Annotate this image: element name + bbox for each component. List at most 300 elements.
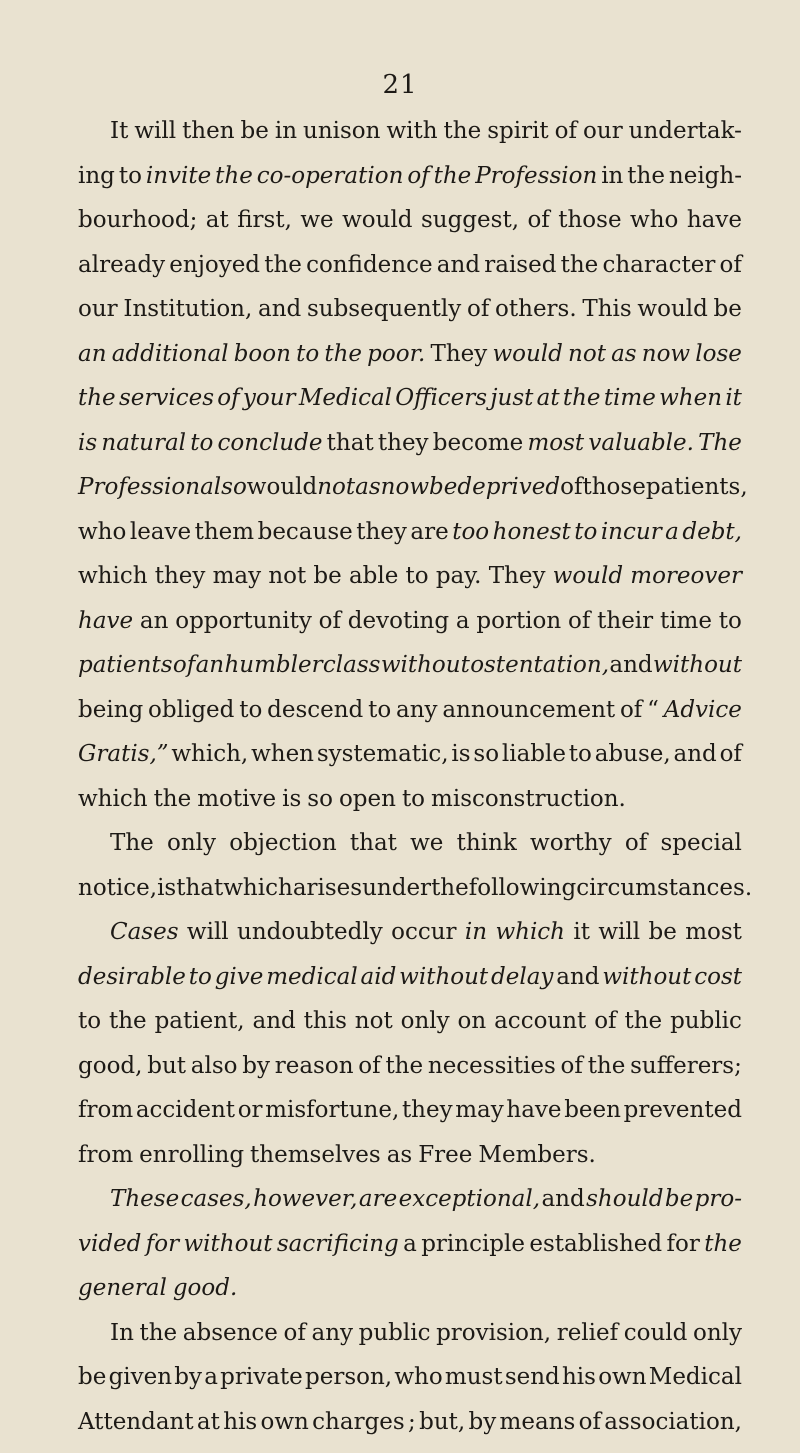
word: would <box>637 296 707 322</box>
word: be <box>78 1364 106 1390</box>
italic-word: for <box>146 1231 179 1257</box>
word: absence <box>183 1320 278 1346</box>
italic-word: pro- <box>695 1186 742 1212</box>
word: be <box>649 919 677 945</box>
text-line <box>78 385 742 430</box>
italic-word: a <box>665 519 679 545</box>
word: with <box>386 118 437 144</box>
word: also <box>191 1053 238 1079</box>
italic-word: natural <box>101 430 186 456</box>
italic-word: be <box>665 1186 693 1212</box>
italic-word: of <box>407 163 429 189</box>
italic-word: These <box>110 1186 179 1212</box>
italic-word: without <box>602 964 691 990</box>
word: special <box>660 830 741 856</box>
word: them <box>195 519 254 545</box>
word: the <box>444 118 482 144</box>
italic-word: humbler <box>224 652 322 678</box>
italic-word: should <box>586 1186 663 1212</box>
italic-word: incur <box>601 519 662 545</box>
word: an <box>140 608 169 634</box>
word: reason <box>275 1053 354 1079</box>
word: are <box>410 519 448 545</box>
italic-word: as <box>611 341 637 367</box>
word: from <box>78 1142 133 1168</box>
text-line <box>78 875 742 920</box>
italic-word: Profession <box>78 474 200 500</box>
word: of <box>560 474 582 500</box>
italic-word: now <box>381 474 429 500</box>
word: when <box>251 741 314 767</box>
word: already <box>78 252 165 278</box>
italic-word: conclude <box>218 430 323 456</box>
text-line <box>78 1142 742 1187</box>
word: subsequently <box>307 296 461 322</box>
word: to <box>239 697 262 723</box>
word: devoting <box>348 608 449 634</box>
word: Medical <box>649 1364 742 1390</box>
word: is <box>157 875 176 901</box>
word: a <box>204 1364 218 1390</box>
italic-word: poor. <box>367 341 425 367</box>
word: would <box>342 207 412 233</box>
italic-word: Gratis,” <box>78 741 169 767</box>
word: of <box>284 1320 306 1346</box>
word: by <box>469 1409 497 1435</box>
italic-word: the <box>434 163 472 189</box>
word: pay. <box>436 563 482 589</box>
italic-word: however, <box>253 1186 357 1212</box>
italic-word: cost <box>694 964 742 990</box>
italic-word: of <box>217 385 239 411</box>
word: then <box>182 118 234 144</box>
word: provision, <box>436 1320 551 1346</box>
word: would <box>247 474 317 500</box>
word: undertak- <box>629 118 742 144</box>
text-line <box>78 519 742 564</box>
word: means <box>500 1409 576 1435</box>
word: principle <box>421 1231 525 1257</box>
word: for <box>667 1231 700 1257</box>
word: as <box>387 1142 413 1168</box>
italic-word: without <box>184 1231 273 1257</box>
word: Members. <box>478 1142 595 1168</box>
word: that <box>350 830 397 856</box>
text-line <box>78 1275 742 1320</box>
italic-word: which <box>495 919 565 945</box>
word: patient, <box>155 1008 245 1034</box>
word: being <box>78 697 143 723</box>
word: is <box>451 741 470 767</box>
italic-word: also <box>200 474 247 500</box>
word: time <box>660 608 712 634</box>
italic-word: cases, <box>181 1186 252 1212</box>
text-line <box>78 830 742 875</box>
word: will <box>187 919 229 945</box>
text-line <box>78 1053 742 1098</box>
word: first, <box>237 207 292 233</box>
word: and <box>253 1008 296 1034</box>
word: to <box>569 741 592 767</box>
word: be <box>313 563 341 589</box>
word: the <box>588 1053 626 1079</box>
word: others. <box>495 296 577 322</box>
word: a <box>403 1231 417 1257</box>
word: They <box>489 563 546 589</box>
text-line <box>78 652 742 697</box>
word: bourhood; <box>78 207 197 233</box>
word: ing <box>78 163 115 189</box>
word: so <box>307 786 333 812</box>
word: own <box>261 1409 309 1435</box>
italic-word: in <box>465 919 487 945</box>
italic-word: boon <box>234 341 291 367</box>
text-line <box>78 1186 742 1231</box>
word: not <box>268 563 306 589</box>
word: and <box>674 741 717 767</box>
word: must <box>445 1364 503 1390</box>
italic-word: without <box>653 652 742 678</box>
word: and <box>556 964 599 990</box>
word: to <box>719 608 742 634</box>
word: It <box>110 118 128 144</box>
word: arises <box>293 875 362 901</box>
word: Institution, <box>123 296 252 322</box>
word: and <box>541 1186 584 1212</box>
word: of <box>720 252 742 278</box>
word: to <box>119 163 142 189</box>
word: their <box>597 608 653 634</box>
italic-word: it <box>725 385 742 411</box>
word: of <box>579 1409 601 1435</box>
word: they <box>378 430 429 456</box>
word: from <box>78 1097 133 1123</box>
word: and <box>258 296 301 322</box>
word: of <box>625 830 647 856</box>
word: a <box>456 608 470 634</box>
italic-word: an <box>78 341 107 367</box>
italic-word: class <box>323 652 381 678</box>
word: send <box>505 1364 560 1390</box>
word: confidence <box>306 252 433 278</box>
italic-word: without <box>399 964 488 990</box>
word: the <box>140 1320 178 1346</box>
word: worthy <box>530 830 612 856</box>
italic-word: your <box>243 385 296 411</box>
word: only <box>693 1320 742 1346</box>
word: of <box>561 1053 583 1079</box>
word: it <box>573 919 590 945</box>
italic-word: most <box>527 430 584 456</box>
word: liable <box>502 741 566 767</box>
word: but <box>147 1053 186 1079</box>
italic-word: to <box>574 519 597 545</box>
italic-word: at <box>537 385 560 411</box>
text-line <box>78 118 742 163</box>
word: of <box>568 608 590 634</box>
word: at <box>197 1409 220 1435</box>
word: raised <box>484 252 556 278</box>
word: any <box>311 1320 353 1346</box>
italic-word: sacrificing <box>277 1231 399 1257</box>
word: under <box>362 875 431 901</box>
word: by <box>174 1364 202 1390</box>
text-line <box>78 697 742 742</box>
word: will <box>598 919 640 945</box>
word: this <box>304 1008 347 1034</box>
word: who <box>78 519 126 545</box>
text-line <box>78 1097 742 1142</box>
word: and <box>437 252 480 278</box>
word: to <box>402 786 425 812</box>
italic-word: of <box>173 652 195 678</box>
word: occur <box>391 919 456 945</box>
word: they <box>402 1097 453 1123</box>
word: on <box>458 1008 487 1034</box>
word: public <box>359 1320 431 1346</box>
word: to <box>368 697 391 723</box>
word: we <box>410 830 443 856</box>
word: not <box>355 1008 393 1034</box>
text-line <box>78 741 742 786</box>
italic-word: debt, <box>682 519 742 545</box>
word: misfortune, <box>265 1097 399 1123</box>
italic-word: exceptional, <box>399 1186 540 1212</box>
word: the <box>431 875 469 901</box>
word: of <box>527 207 549 233</box>
word: become <box>433 430 523 456</box>
word: by <box>242 1053 270 1079</box>
word: given <box>109 1364 173 1390</box>
italic-word: Cases <box>110 919 179 945</box>
word: announcement <box>442 697 615 723</box>
word: have <box>687 207 742 233</box>
text-line <box>78 252 742 297</box>
word: those <box>582 474 645 500</box>
italic-word: desirable <box>78 964 186 990</box>
word: private <box>220 1364 303 1390</box>
word: charges <box>312 1409 405 1435</box>
word: his <box>223 1409 257 1435</box>
word: be <box>241 118 269 144</box>
italic-word: medical <box>266 964 357 990</box>
italic-word: an <box>196 652 225 678</box>
word: accident <box>136 1097 235 1123</box>
word: only <box>401 1008 450 1034</box>
word: neigh- <box>669 163 742 189</box>
text-line <box>78 341 742 386</box>
word: the <box>561 252 599 278</box>
word: his <box>562 1364 596 1390</box>
word: objection <box>229 830 336 856</box>
word: relief <box>557 1320 618 1346</box>
text-line <box>78 608 742 653</box>
word: portion <box>476 608 561 634</box>
word: we <box>300 207 333 233</box>
word: the <box>264 252 302 278</box>
word: of <box>620 697 642 723</box>
word: to <box>78 1008 101 1034</box>
italic-word: time <box>604 385 656 411</box>
italic-word: Advice <box>664 697 742 723</box>
text-line <box>78 1409 742 1453</box>
italic-word: services <box>119 385 214 411</box>
italic-word: honest <box>493 519 571 545</box>
word: those <box>558 207 621 233</box>
word: In <box>110 1320 134 1346</box>
italic-word: invite <box>146 163 211 189</box>
word: which <box>78 563 148 589</box>
word: of <box>319 608 341 634</box>
word: that <box>176 875 223 901</box>
italic-word: Officers <box>395 385 487 411</box>
word: of <box>720 741 742 767</box>
word: spirit <box>487 118 548 144</box>
word: of <box>555 118 577 144</box>
italic-word: The <box>698 430 742 456</box>
word: established <box>529 1231 662 1257</box>
word: of <box>594 1008 616 1034</box>
word: themselves <box>250 1142 381 1168</box>
word: in <box>601 163 623 189</box>
word: misconstruction. <box>431 786 626 812</box>
word: suggest, <box>421 207 519 233</box>
word: ; <box>408 1409 416 1435</box>
word: own <box>598 1364 646 1390</box>
italic-word: are <box>359 1186 397 1212</box>
word: association, <box>604 1409 742 1435</box>
italic-word: additional <box>112 341 229 367</box>
word: Free <box>418 1142 472 1168</box>
word: leave <box>130 519 191 545</box>
body-text <box>78 118 742 1453</box>
word: and <box>609 652 652 678</box>
word: will <box>134 118 176 144</box>
word: Attendant <box>78 1409 194 1435</box>
italic-word: without <box>381 652 470 678</box>
italic-word: aid <box>361 964 397 990</box>
word: abuse, <box>595 741 671 767</box>
italic-word: good. <box>173 1275 237 1301</box>
text-line <box>78 163 742 208</box>
word: This <box>582 296 631 322</box>
word: obliged <box>148 697 234 723</box>
word: which <box>223 875 293 901</box>
italic-word: valuable. <box>588 430 694 456</box>
italic-word: the <box>78 385 116 411</box>
word: public <box>670 1008 742 1034</box>
word: “ <box>647 697 659 723</box>
word: which <box>78 786 148 812</box>
italic-word: just <box>490 385 533 411</box>
italic-word: would <box>492 341 562 367</box>
italic-word: now <box>642 341 690 367</box>
italic-word: to <box>189 964 212 990</box>
page-number: 21 <box>0 70 800 100</box>
word: character <box>602 252 715 278</box>
text-line <box>78 1008 742 1053</box>
word: opportunity <box>175 608 312 634</box>
italic-word: when <box>659 385 722 411</box>
word: enrolling <box>139 1142 244 1168</box>
word: only <box>167 830 216 856</box>
word: the <box>627 163 665 189</box>
word: of <box>358 1053 380 1079</box>
word: any <box>396 697 438 723</box>
word: because <box>258 519 353 545</box>
text-line <box>78 474 742 519</box>
word: sufferers; <box>630 1053 742 1079</box>
word: may <box>455 1097 504 1123</box>
text-line <box>78 1320 742 1365</box>
italic-word: lose <box>695 341 742 367</box>
italic-word: be <box>429 474 457 500</box>
italic-word: vided <box>78 1231 141 1257</box>
text-line <box>78 964 742 1009</box>
italic-word: to <box>190 430 213 456</box>
word: necessities <box>428 1053 556 1079</box>
italic-word: too <box>452 519 489 545</box>
word: The <box>110 830 154 856</box>
word: circumstances. <box>576 875 752 901</box>
italic-word: not <box>317 474 355 500</box>
italic-word: is <box>78 430 97 456</box>
word: the <box>154 786 192 812</box>
italic-word: ostentation, <box>470 652 609 678</box>
word: but, <box>419 1409 465 1435</box>
word: the <box>385 1053 423 1079</box>
italic-word: have <box>78 608 133 634</box>
word: patients, <box>646 474 748 500</box>
word: so <box>473 741 499 767</box>
word: person, <box>305 1364 392 1390</box>
word: systematic, <box>317 741 449 767</box>
italic-word: co-operation <box>257 163 404 189</box>
word: who <box>394 1364 442 1390</box>
word: undoubtedly <box>237 919 383 945</box>
word: at <box>206 207 229 233</box>
italic-word: as <box>355 474 381 500</box>
word: think <box>457 830 517 856</box>
word: enjoyed <box>169 252 260 278</box>
italic-word: patients <box>78 652 173 678</box>
word: be <box>714 296 742 322</box>
word: our <box>78 296 118 322</box>
word: is <box>282 786 301 812</box>
word: or <box>238 1097 263 1123</box>
word: most <box>685 919 742 945</box>
italic-word: to <box>296 341 319 367</box>
word: able <box>349 563 398 589</box>
italic-word: not <box>568 341 606 367</box>
word: They <box>431 341 488 367</box>
word: unison <box>303 118 380 144</box>
text-line <box>78 786 742 831</box>
word: good, <box>78 1053 142 1079</box>
italic-word: delay <box>491 964 553 990</box>
italic-word: the <box>215 163 253 189</box>
word: in <box>275 118 297 144</box>
word: our <box>583 118 623 144</box>
word: have <box>506 1097 561 1123</box>
italic-word: the <box>563 385 601 411</box>
italic-word: Profession <box>475 163 597 189</box>
word: motive <box>197 786 276 812</box>
word: to <box>406 563 429 589</box>
word: account <box>494 1008 586 1034</box>
text-line <box>78 207 742 252</box>
word: they <box>356 519 407 545</box>
